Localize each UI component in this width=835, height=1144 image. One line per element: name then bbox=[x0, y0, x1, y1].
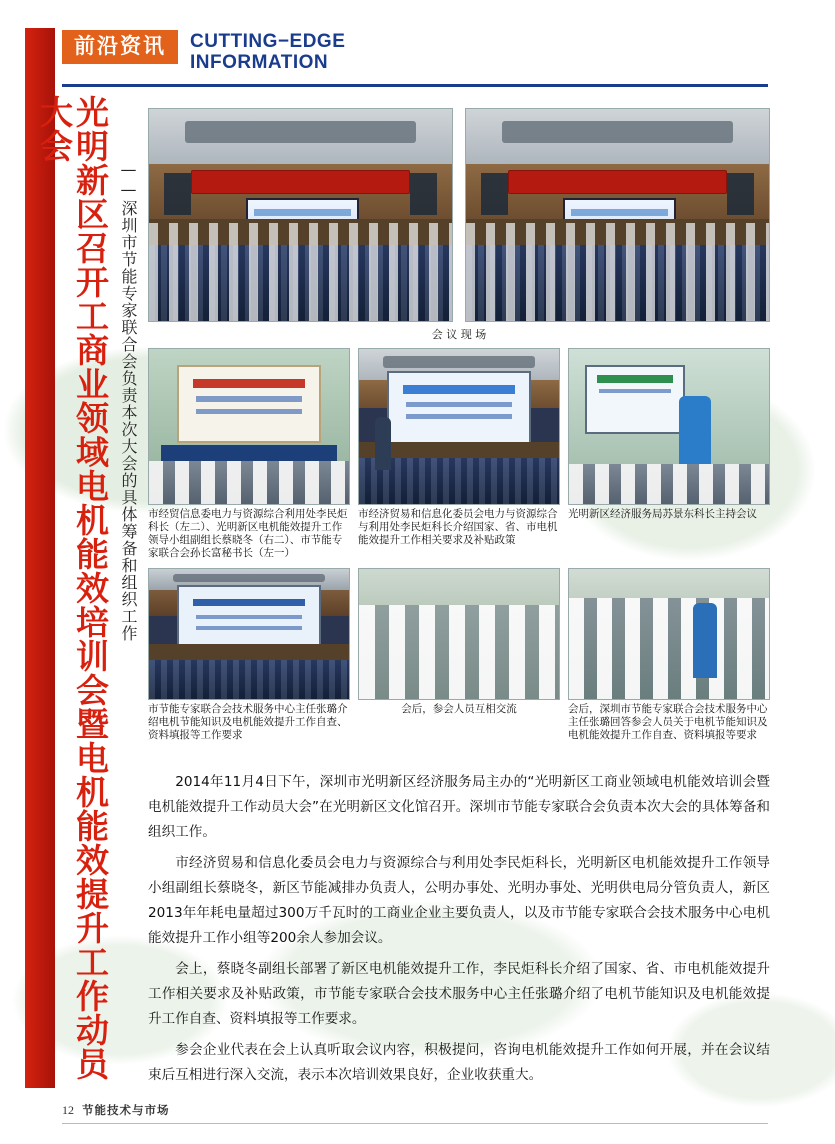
photo-row-3 bbox=[148, 568, 770, 742]
photo-speaker-policy bbox=[358, 348, 560, 505]
photo-caption: 市节能专家联合会技术服务中心主任张璐介绍电机节能知识及电机能效提升工作自查、资料填报等工作要求 bbox=[148, 703, 348, 741]
photo-post-meeting-qa bbox=[568, 568, 770, 700]
photo-row-2 bbox=[148, 348, 770, 560]
header-divider bbox=[62, 84, 768, 87]
article-paragraph: 2014年11月4日下午，深圳市光明新区经济服务局主办的“光明新区工商业领域电机能效培训会暨电机能效提升工作动员大会”在光明新区文化馆召开。深圳市节能专家联合会负责本次大会的具体筹备和组织工作。 bbox=[148, 774, 770, 840]
photo-caption: 会后，参会人员互相交流 bbox=[401, 703, 517, 715]
photo-caption: 市经济贸易和信息化委员会电力与资源综合与利用处李民炬科长介绍国家、省、市电机能效提升工作相关要求及补贴政策 bbox=[358, 508, 558, 546]
photo-row-1 bbox=[148, 108, 770, 322]
photo-cell bbox=[568, 348, 770, 560]
page-footer bbox=[62, 1102, 170, 1118]
footer-divider bbox=[62, 1123, 768, 1124]
photo-cell bbox=[358, 568, 560, 742]
article-paragraph: 参会企业代表在会上认真听取会议内容，积极提问，咨询电机能效提升工作如何开展，并在会议结束后互相进行深入交流，表示本次培训效果良好，企业收获重大。 bbox=[148, 1042, 770, 1083]
photo-cell bbox=[148, 108, 453, 322]
photo-cell bbox=[358, 348, 560, 560]
photo-cell bbox=[465, 108, 770, 322]
section-tag-en-line2: INFORMATION bbox=[190, 52, 329, 73]
magazine-name: 节能技术与市场 bbox=[82, 1103, 170, 1117]
photo-cell bbox=[148, 348, 350, 560]
photo-host-su-jingdong bbox=[568, 348, 770, 505]
section-tag-en-line1: CUTTING−EDGE bbox=[190, 31, 346, 52]
photo-cell bbox=[148, 568, 350, 742]
article-paragraph: 市经济贸易和信息化委员会电力与资源综合与利用处李民炬科长，光明新区电机能效提升工作领导小组副组长蔡晓冬，新区节能减排办负责人，公明办事处、光明办事处、光明供电局分管负责人，新区2013年年耗电量超过300万千瓦时的工商业企业主要负责人，以及市节能专家联合会技术服务中心电机能效提升工作小组等200余人参加会议。 bbox=[148, 855, 770, 946]
photo-row-1-caption: 会 议 现 场 bbox=[431, 328, 487, 341]
photo-caption: 市经贸信息委电力与资源综合利用处李民炬科长（左二）、光明新区电机能效提升工作领导小组副组长蔡晓冬（右二）、市节能专家联合会孙长富秘书长（左一） bbox=[148, 508, 348, 559]
photo-auditorium-wide-left bbox=[148, 108, 453, 322]
section-tag-cn: 前沿资讯 bbox=[62, 30, 178, 64]
photo-attendees-exchange bbox=[358, 568, 560, 700]
page-number: 12 bbox=[62, 1102, 74, 1117]
photo-cell bbox=[568, 568, 770, 742]
page-header bbox=[62, 30, 345, 73]
photo-zhang-lu-presentation bbox=[148, 568, 350, 700]
photo-caption: 会后，深圳市节能专家联合会技术服务中心主任张璐回答参会人员关于电机节能知识及电机能效提升工作自查、资料填报等要求 bbox=[568, 703, 768, 741]
photo-stage-podium bbox=[148, 348, 350, 505]
article-body bbox=[148, 770, 770, 1094]
photo-auditorium-wide-right bbox=[465, 108, 770, 322]
article-vertical-subtitle: ——深圳市节能专家联合会负责本次大会的具体筹备和组织工作 bbox=[119, 160, 138, 642]
photo-caption: 光明新区经济服务局苏景东科长主持会议 bbox=[568, 508, 757, 520]
photo-grid bbox=[148, 108, 770, 742]
article-vertical-title: 光明新区召开工商业领域电机能效培训会暨电机能效提升工作动员大会 bbox=[35, 95, 110, 1081]
article-paragraph: 会上，蔡晓冬副组长部署了新区电机能效提升工作，李民炬科长介绍了国家、省、市电机能效提升工作相关要求及补贴政策，市节能专家联合会技术服务中心主任张璐介绍了电机节能知识及电机能效提升工作自查、资料填报等工作要求。 bbox=[148, 961, 770, 1027]
section-tag-en bbox=[190, 30, 345, 73]
